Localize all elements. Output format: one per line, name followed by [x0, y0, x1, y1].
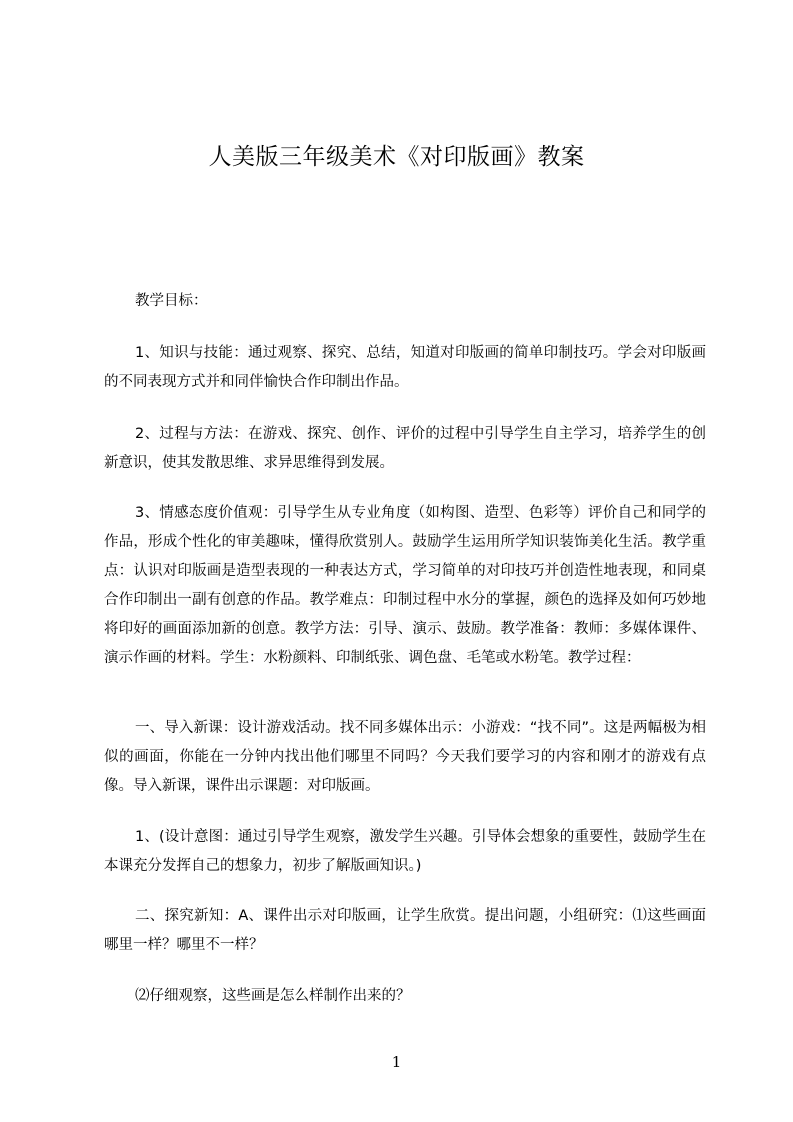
paragraph-teaching-goals-heading: 教学目标：: [135, 293, 208, 309]
document-title: 人美版三年级美术《对印版画》教案: [208, 144, 585, 170]
paragraph-design-intent: 1、(设计意图：通过引导学生观察，激发学生兴趣。引导体会想象的重要性，鼓励学生在本课充分发挥自己的想象力，初步了解版画知识。): [104, 829, 706, 874]
paragraph-observe-question: ⑵仔细观察，这些画是怎么样制作出来的？: [135, 988, 411, 1004]
paragraph-knowledge-skills: 1、知识与技能：通过观察、探究、总结，知道对印版画的简单印制技巧。学会对印版画的不同表现方式并和同伴愉快合作印制出作品。: [104, 345, 706, 390]
paragraph-introduction: 一、导入新课：设计游戏活动。找不同多媒体出示：小游戏：“找不同”。这是两幅极为相似的画面，你能在一分钟内找出他们哪里不同吗？今天我们要学习的内容和刚才的游戏有点像。导入新课，课件出示课题：对印版画。: [104, 720, 706, 794]
page-number: 1: [391, 1053, 402, 1071]
paragraph-explore-new-knowledge: 二、探究新知：A、课件出示对印版画，让学生欣赏。提出问题，小组研究：⑴这些画面哪里一样？哪里不一样？: [104, 908, 706, 953]
paragraph-emotion-values: 3、情感态度价值观：引导学生从专业角度（如构图、造型、色彩等）评价自己和同学的作品，形成个性化的审美趣味，懂得欣赏别人。鼓励学生运用所学知识装饰美化生活。教学重点：认识对印版画是造型表现的一种表达方式，学习简单的对印技巧并创造性地表现，和同桌合作印制出一副有创意的作品。教学难点：印制过程中水分的掌握，颜色的选择及如何巧妙地将印好的画面添加新的创意。教学方法：引导、演示、鼓励。教学准备：教师：多媒体课件、演示作画的材料。学生：水粉颜料、印制纸张、调色盘、毛笔或水粉笔。教学过程：: [104, 505, 706, 666]
paragraph-process-methods: 2、过程与方法：在游戏、探究、创作、评价的过程中引导学生自主学习，培养学生的创新意识，使其发散思维、求异思维得到发展。: [104, 426, 706, 471]
